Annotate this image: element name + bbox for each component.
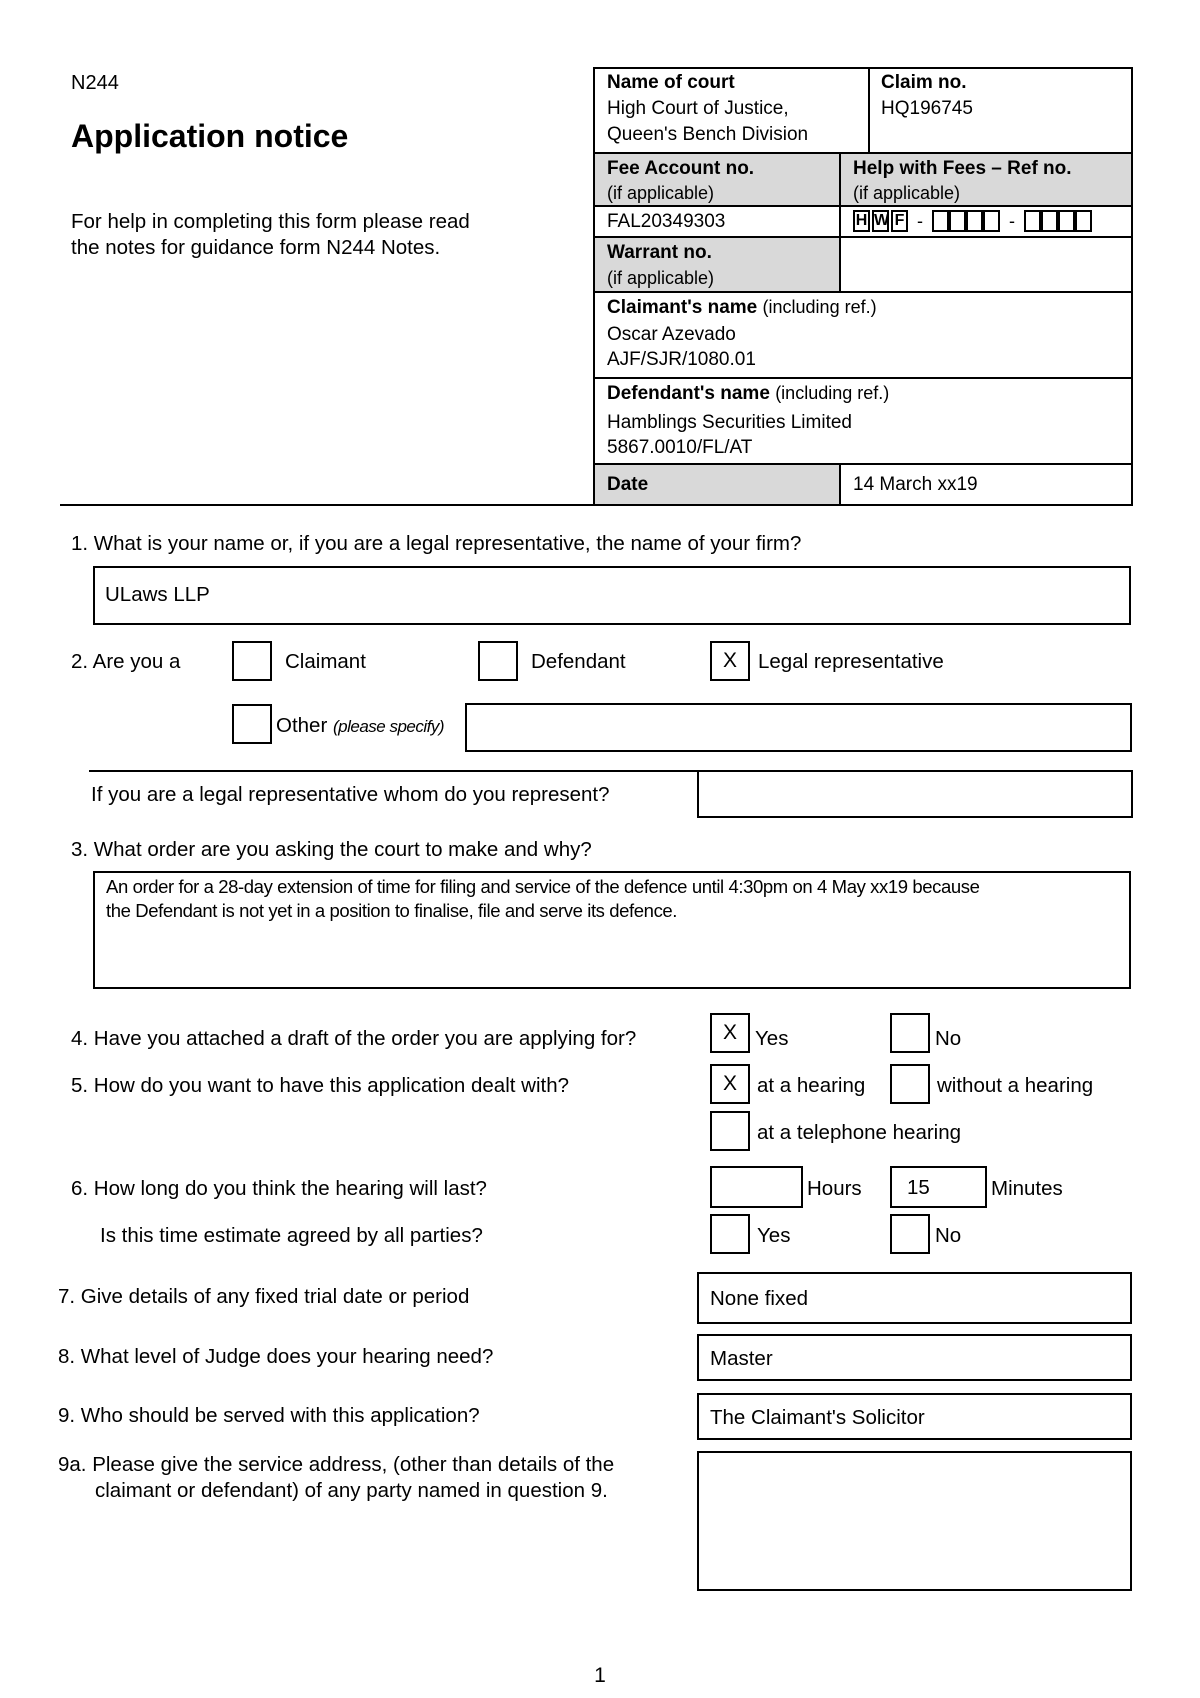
claim-value: HQ196745 — [881, 98, 973, 119]
at-hearing-checkbox[interactable]: X — [710, 1064, 750, 1104]
fee-label: Fee Account no. — [607, 158, 755, 179]
defendant-label: Defendant's name — [607, 383, 770, 404]
q7-value: None fixed — [710, 1287, 809, 1310]
minutes-label: Minutes — [991, 1177, 1063, 1200]
q3-label: 3. What order are you asking the court to make and why? — [71, 838, 592, 861]
q3-order-textarea[interactable] — [93, 871, 1131, 989]
telephone-hearing-checkbox[interactable] — [710, 1111, 750, 1151]
without-hearing-checkbox[interactable] — [890, 1064, 930, 1104]
hwf-dash: - — [917, 211, 923, 231]
q2-label: 2. Are you a — [71, 650, 181, 673]
hwf-letter-box: F — [891, 210, 908, 232]
q1-firm-input[interactable] — [93, 566, 1131, 625]
other-specify-hint: (please specify) — [332, 717, 445, 736]
hwf-sub: (if applicable) — [853, 183, 961, 203]
q7-trial-date-input[interactable] — [697, 1272, 1132, 1324]
q4-yes-checkbox[interactable]: X — [710, 1013, 750, 1053]
defendant-label-row — [607, 383, 889, 405]
hwf-letter-box: W — [872, 210, 889, 232]
hwf-digit-box[interactable] — [983, 210, 1000, 232]
claimant-checkbox[interactable] — [232, 641, 272, 681]
hwf-digit-box[interactable] — [949, 210, 966, 232]
hwf-digit-box[interactable] — [1024, 210, 1041, 232]
other-option-label — [276, 714, 444, 738]
court-value-line2: Queen's Bench Division — [607, 124, 809, 145]
agreed-yes-checkbox[interactable] — [710, 1214, 750, 1254]
hwf-letter-box: H — [853, 210, 870, 232]
divider — [839, 463, 841, 506]
hwf-digit-box[interactable] — [1075, 210, 1092, 232]
hours-input[interactable] — [710, 1166, 803, 1208]
claimant-value-line2[interactable]: AJF/SJR/1080.01 — [607, 349, 756, 370]
divider — [593, 152, 1133, 154]
header-separator — [60, 504, 1133, 506]
q9-served-input[interactable] — [697, 1393, 1132, 1440]
form-code: N244 — [71, 72, 119, 94]
hwf-dash: - — [1009, 211, 1015, 231]
divider — [868, 67, 870, 153]
defendant-value-line1[interactable]: Hamblings Securities Limited — [607, 412, 852, 433]
legal-rep-option-label: Legal representative — [758, 650, 944, 673]
claimant-sub: (including ref.) — [762, 297, 877, 317]
claimant-label: Claimant's name — [607, 297, 758, 318]
date-value[interactable]: 14 March xx19 — [853, 474, 978, 495]
represent-input[interactable] — [697, 770, 1133, 818]
page-title: Application notice — [71, 118, 349, 154]
hours-label: Hours — [807, 1177, 862, 1200]
minutes-input[interactable] — [890, 1166, 987, 1208]
defendant-checkbox[interactable] — [478, 641, 518, 681]
divider — [593, 291, 1133, 293]
other-label: Other — [276, 714, 328, 737]
q9a-label-line1: 9a. Please give the service address, (other than details of the — [58, 1453, 615, 1476]
divider — [593, 205, 1133, 207]
hwf-digit-box[interactable] — [1041, 210, 1058, 232]
at-hearing-label: at a hearing — [757, 1074, 866, 1097]
defendant-option-label: Defendant — [531, 650, 626, 673]
q4-yes-label: Yes — [755, 1027, 789, 1050]
q9-label: 9. Who should be served with this application? — [58, 1404, 480, 1427]
divider — [593, 236, 1133, 238]
q1-value: ULaws LLP — [105, 583, 210, 606]
warrant-label: Warrant no. — [607, 242, 712, 263]
hwf-digit-box[interactable] — [1058, 210, 1075, 232]
hwf-digit-box[interactable] — [966, 210, 983, 232]
fee-sub: (if applicable) — [607, 183, 715, 203]
q3-value-line2: the Defendant is not yet in a position to finalise, file and serve its defence. — [106, 900, 678, 921]
help-text-line1: For help in completing this form please read — [71, 210, 470, 233]
divider — [593, 463, 1133, 465]
other-specify-input[interactable] — [465, 703, 1132, 752]
divider — [839, 152, 841, 292]
defendant-value-line2[interactable]: 5867.0010/FL/AT — [607, 437, 753, 458]
q6-label: 6. How long do you think the hearing will last? — [71, 1177, 487, 1200]
hwf-label: Help with Fees – Ref no. — [853, 158, 1072, 179]
minutes-value: 15 — [907, 1176, 930, 1199]
q9a-label-line2: claimant or defendant) of any party named in question 9. — [95, 1479, 608, 1502]
q1-label: 1. What is your name or, if you are a legal representative, the name of your firm? — [71, 532, 802, 555]
legal-rep-checkbox[interactable]: X — [710, 641, 750, 681]
hwf-digit-box[interactable] — [932, 210, 949, 232]
fee-value[interactable]: FAL20349303 — [607, 211, 726, 232]
q9a-service-address-textarea[interactable] — [697, 1451, 1132, 1591]
q4-no-label: No — [935, 1027, 962, 1050]
page-number: 1 — [594, 1664, 606, 1687]
defendant-sub: (including ref.) — [775, 383, 890, 403]
q8-judge-level-input[interactable] — [697, 1334, 1132, 1381]
court-value-line1: High Court of Justice, — [607, 98, 789, 119]
hwf-ref-field[interactable] — [853, 210, 1092, 232]
q4-label: 4. Have you attached a draft of the order you are applying for? — [71, 1027, 637, 1050]
q3-value-line1: An order for a 28-day extension of time for filing and service of the defence until 4:30pm on 4 May xx19 because — [106, 876, 980, 897]
q4-no-checkbox[interactable] — [890, 1013, 930, 1053]
claimant-option-label: Claimant — [285, 650, 366, 673]
q7-label: 7. Give details of any fixed trial date or period — [58, 1285, 470, 1308]
time-agreed-label: Is this time estimate agreed by all parties? — [100, 1224, 483, 1247]
other-checkbox[interactable] — [232, 704, 272, 744]
court-label: Name of court — [607, 72, 735, 93]
q5-label: 5. How do you want to have this application dealt with? — [71, 1074, 569, 1097]
q9-value: The Claimant's Solicitor — [710, 1406, 925, 1429]
q8-label: 8. What level of Judge does your hearing need? — [58, 1345, 494, 1368]
divider — [593, 377, 1133, 379]
without-hearing-label: without a hearing — [937, 1074, 1094, 1097]
agreed-no-checkbox[interactable] — [890, 1214, 930, 1254]
help-text-line2: the notes for guidance form N244 Notes. — [71, 236, 441, 259]
agreed-yes-label: Yes — [757, 1224, 791, 1247]
warrant-sub: (if applicable) — [607, 268, 715, 288]
telephone-hearing-label: at a telephone hearing — [757, 1121, 962, 1144]
agreed-no-label: No — [935, 1224, 962, 1247]
claim-label: Claim no. — [881, 72, 967, 93]
date-label: Date — [607, 474, 649, 495]
claimant-label-row — [607, 297, 877, 319]
q8-value: Master — [710, 1347, 773, 1370]
claimant-value-line1[interactable]: Oscar Azevado — [607, 324, 736, 345]
represent-label: If you are a legal representative whom do you represent? — [91, 783, 610, 806]
